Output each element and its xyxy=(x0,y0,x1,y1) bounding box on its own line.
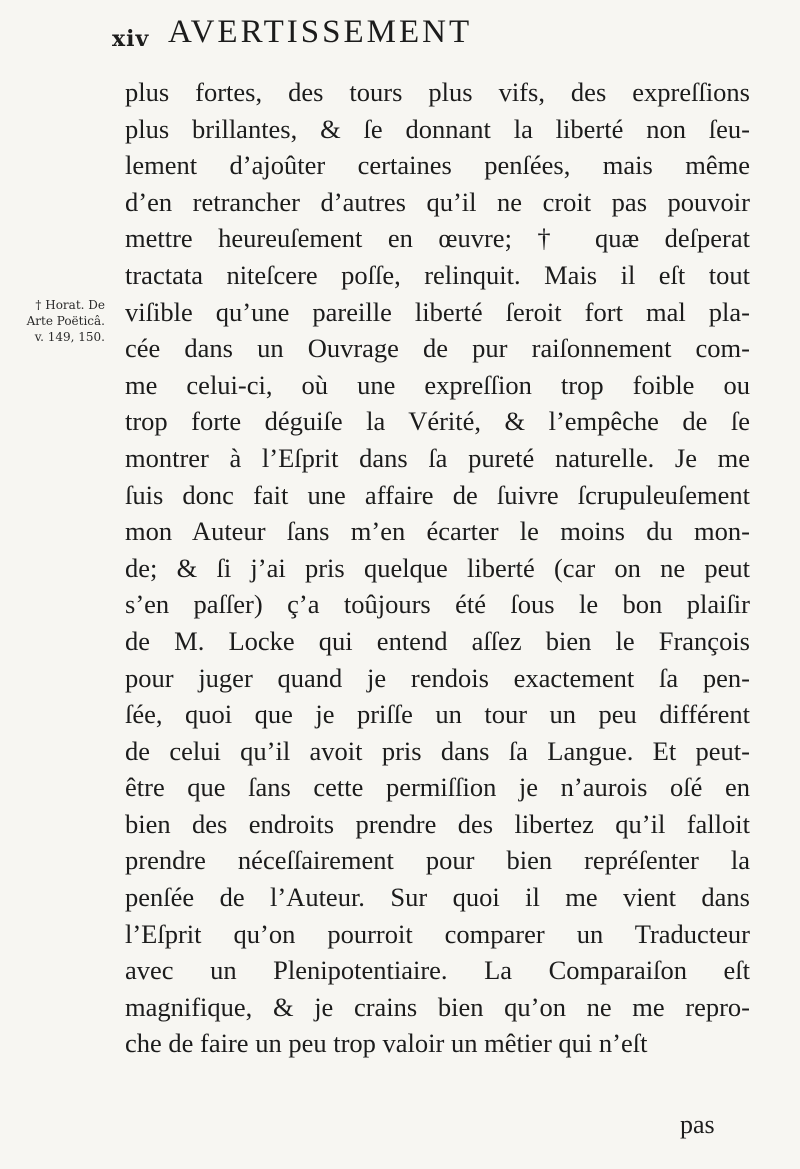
text-line: s’en paſſer) ç’a toûjours été ſous le bon plaiſir xyxy=(125,589,750,620)
text-line: viſible qu’une pareille liberté ſeroit fort mal pla- xyxy=(125,296,750,327)
text-line: ſuis donc fait une affaire de ſuivre ſcrupuleuſement xyxy=(125,479,750,510)
text-line: mon Auteur ſans m’en écarter le moins du mon- xyxy=(125,516,750,547)
catchword: pas xyxy=(680,1110,715,1139)
text-line: d’en retrancher d’autres qu’il ne croit pas pouvoir xyxy=(125,186,750,217)
text-line: magnifique, & je crains bien qu’on ne me repro- xyxy=(125,991,750,1022)
text-line: montrer à l’Eſprit dans ſa pureté naturelle. Je me xyxy=(125,442,750,473)
text-line: de M. Locke qui entend aſſez bien le François xyxy=(125,625,750,656)
text-line: tractata niteſcere poſſe, relinquit. Mais il eſt tout xyxy=(125,259,750,290)
margin-note-line: † Horat. De xyxy=(35,298,105,312)
margin-note xyxy=(0,297,105,345)
text-line: lement d’ajoûter certaines penſées, mais même xyxy=(125,150,750,181)
text-line: plus fortes, des tours plus vifs, des expreſſions xyxy=(125,77,750,107)
text-line: l’Eſprit qu’on pourroit comparer un Traducteur xyxy=(125,918,750,949)
page-header xyxy=(112,12,712,56)
text-line: cée dans un Ouvrage de pur raiſonnement com- xyxy=(125,333,750,364)
text-line: penſée de l’Auteur. Sur quoi il me vient dans xyxy=(125,882,750,913)
text-line: che de faire un peu trop valoir un mêtier qui n’eſt xyxy=(125,1028,648,1059)
margin-note-line: v. 149, 150. xyxy=(34,330,105,344)
text-line: mettre heureuſement en œuvre; † quæ deſperat xyxy=(125,223,750,254)
text-line: prendre néceſſairement pour bien repréſenter la xyxy=(125,845,750,876)
text-line: de celui qu’il avoit pris dans ſa Langue. Et peut- xyxy=(125,735,750,766)
body-text xyxy=(125,74,750,1062)
margin-note-line: Arte Poëticâ. xyxy=(26,314,105,328)
running-title: AVERTISSEMENT xyxy=(168,14,473,50)
text-line: trop forte déguiſe la Vérité, & l’empêche de ſe xyxy=(125,406,750,437)
text-line: pour juger quand je rendois exactement ſa pen- xyxy=(125,662,750,693)
text-line: ſée, quoi que je priſſe un tour un peu différent xyxy=(125,699,750,730)
text-line: avec un Plenipotentiaire. La Comparaiſon eſt xyxy=(125,955,750,986)
page-number: xiv xyxy=(112,26,150,52)
text-line: de; & ſi j’ai pris quelque liberté (car on ne peut xyxy=(125,552,750,583)
text-line: être que ſans cette permiſſion je n’aurois oſé en xyxy=(125,772,750,803)
text-line: me celui-ci, où une expreſſion trop foible ou xyxy=(125,369,750,400)
text-line: plus brillantes, & ſe donnant la liberté non ſeu- xyxy=(125,113,750,144)
text-line: bien des endroits prendre des libertez qu’il falloit xyxy=(125,808,750,839)
